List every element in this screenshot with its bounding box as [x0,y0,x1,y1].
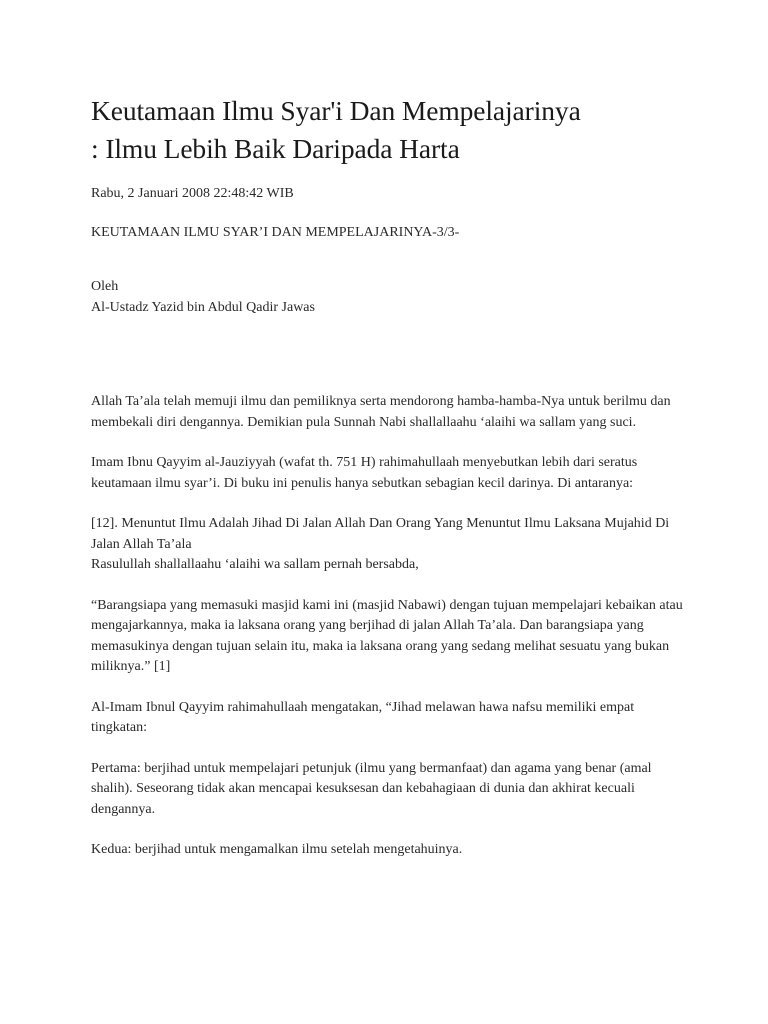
paragraph-hadith-intro: Rasulullah shallallaahu ‘alaihi wa sallam pernah bersabda, [91,557,419,572]
title-line-1: Keutamaan Ilmu Syar'i Dan Mempelajarinya [91,95,581,126]
paragraph-intro: Allah Ta’ala telah memuji ilmu dan pemiliknya serta mendorong hamba-hamba-Nya untuk berilmu dan membekali diri dengannya. Demikian pula Sunnah Nabi shallallaahu ‘alaihi wa sallam yang suci. [91,394,671,430]
byline-label: Oleh [91,279,119,294]
paragraph-second-level: Kedua: berjihad untuk mengamalkan ilmu setelah mengetahuinya. [91,842,463,857]
article-subtitle: KEUTAMAAN ILMU SYAR’I DAN MEMPELAJARINYA-3/3- [91,224,460,240]
paragraph-hadith-quote: “Barangsiapa yang memasuki masjid kami ini (masjid Nabawi) dengan tujuan mempelajari kebaikan atau mengajarkannya, maka ia laksana orang yang berjihad di jalan Allah Ta’ala. Dan barangsiapa yang memasukinya dengan tujuan selain itu, maka ia laksana orang yang sedang melihat sesuatu yang bukan miliknya.” [1] [91,597,683,674]
publish-date: Rabu, 2 Januari 2008 22:48:42 WIB [91,186,294,201]
page-title [91,92,691,168]
title-line-2: : Ilmu Lebih Baik Daripada Harta [91,133,460,164]
author-name: Al-Ustadz Yazid bin Abdul Qadir Jawas [91,299,315,315]
document-page [91,92,691,861]
paragraph-first-level: Pertama: berjihad untuk mempelajari petunjuk (ilmu yang bermanfaat) dan agama yang benar (amal shalih). Seseorang tidak akan mencapai kesuksesan dan kebahagiaan di dunia dan akhirat kecuali dengannya. [91,760,652,817]
section-heading-12: [12]. Menuntut Ilmu Adalah Jihad Di Jalan Allah Dan Orang Yang Menuntut Ilmu Laksana Mujahid Di Jalan Allah Ta’ala [91,516,670,552]
paragraph-ibnu-qayyim: Imam Ibnu Qayyim al-Jauziyyah (wafat th. 751 H) rahimahullaah menyebutkan lebih dari seratus keutamaan ilmu syar’i. Di buku ini penulis hanya sebutkan sebagian kecil darinya. Di antaranya: [91,455,638,491]
paragraph-jihad-levels: Al-Imam Ibnul Qayyim rahimahullaah mengatakan, “Jihad melawan hawa nafsu memiliki empat tingkatan: [91,699,635,735]
